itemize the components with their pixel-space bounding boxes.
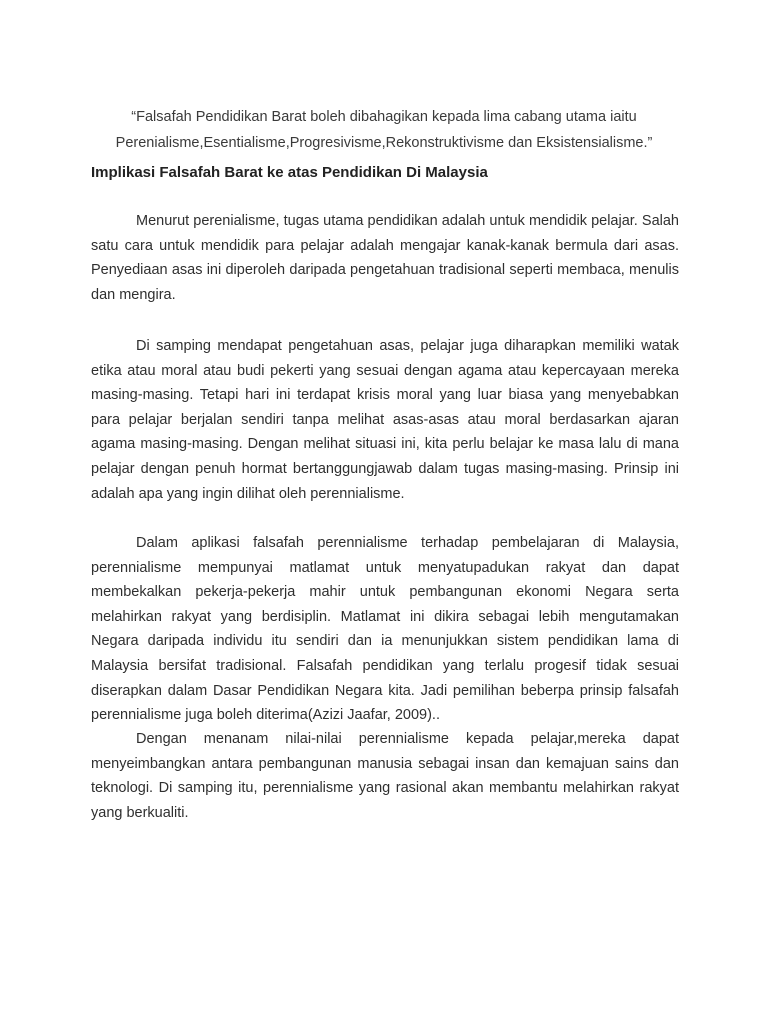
paragraph-4: Dengan menanam nilai-nilai perennialisme kepada pelajar,mereka dapat menyeimbangkan antara pembangunan manusia sebagai insan dan kemajuan sains dan teknologi. Di samping itu, perennialisme yang rasional akan membantu melahirkan rakyat yang berkualiti.: [91, 731, 679, 821]
section-heading: Implikasi Falsafah Barat ke atas Pendidikan Di Malaysia: [91, 164, 488, 181]
opening-quote: “Falsafah Pendidikan Barat boleh dibahagikan kepada lima cabang utama iaitu Perenialisme,Esentialisme,Progresivisme,Rekonstruktivisme dan Eksistensialisme.”: [115, 108, 653, 151]
paragraph-3: Dalam aplikasi falsafah perennialisme terhadap pembelajaran di Malaysia, perennialisme mempunyai matlamat untuk menyatupadukan rakyat dan dapat membekalkan pekerja-pekerja mahir untuk pembangunan ekonomi Negara serta melahirkan rakyat yang berdisiplin. Matlamat ini dikira sebagai lebih mengutamakan Negara daripada individu itu sendiri dan ia menunjukkan sistem pendidikan lama di Malaysia bersifat tradisional. Falsafah pendidikan yang terlalu progesif tidak sesuai diserapkan dalam Dasar Pendidikan Negara kita. Jadi pemilihan beberpa prinsip falsafah perennialisme juga boleh diterima(Azizi Jaafar, 2009)..: [91, 535, 679, 724]
paragraph-2: Di samping mendapat pengetahuan asas, pelajar juga diharapkan memiliki watak etika atau moral atau budi pekerti yang sesuai dengan agama atau kepercayaan mereka masing-masing. Tetapi hari ini terdapat krisis moral yang luar biasa yang menyebabkan para pelajar berjalan sendiri tanpa melihat asas-asas atau moral berdasarkan ajaran agama masing-masing. Dengan melihat situasi ini, kita perlu belajar ke masa lalu di mana pelajar dengan penuh hormat bertanggungjawab dalam tugas masing-masing. Prinsip ini adalah apa yang ingin dilihat oleh perennialisme.: [91, 338, 679, 502]
paragraph-1: Menurut perenialisme, tugas utama pendidikan adalah untuk mendidik pelajar. Salah satu cara untuk mendidik para pelajar adalah mengajar kanak-kanak bermula dari asas. Penyediaan asas ini diperoleh daripada pengetahuan tradisional seperti membaca, menulis dan mengira.: [91, 213, 679, 303]
